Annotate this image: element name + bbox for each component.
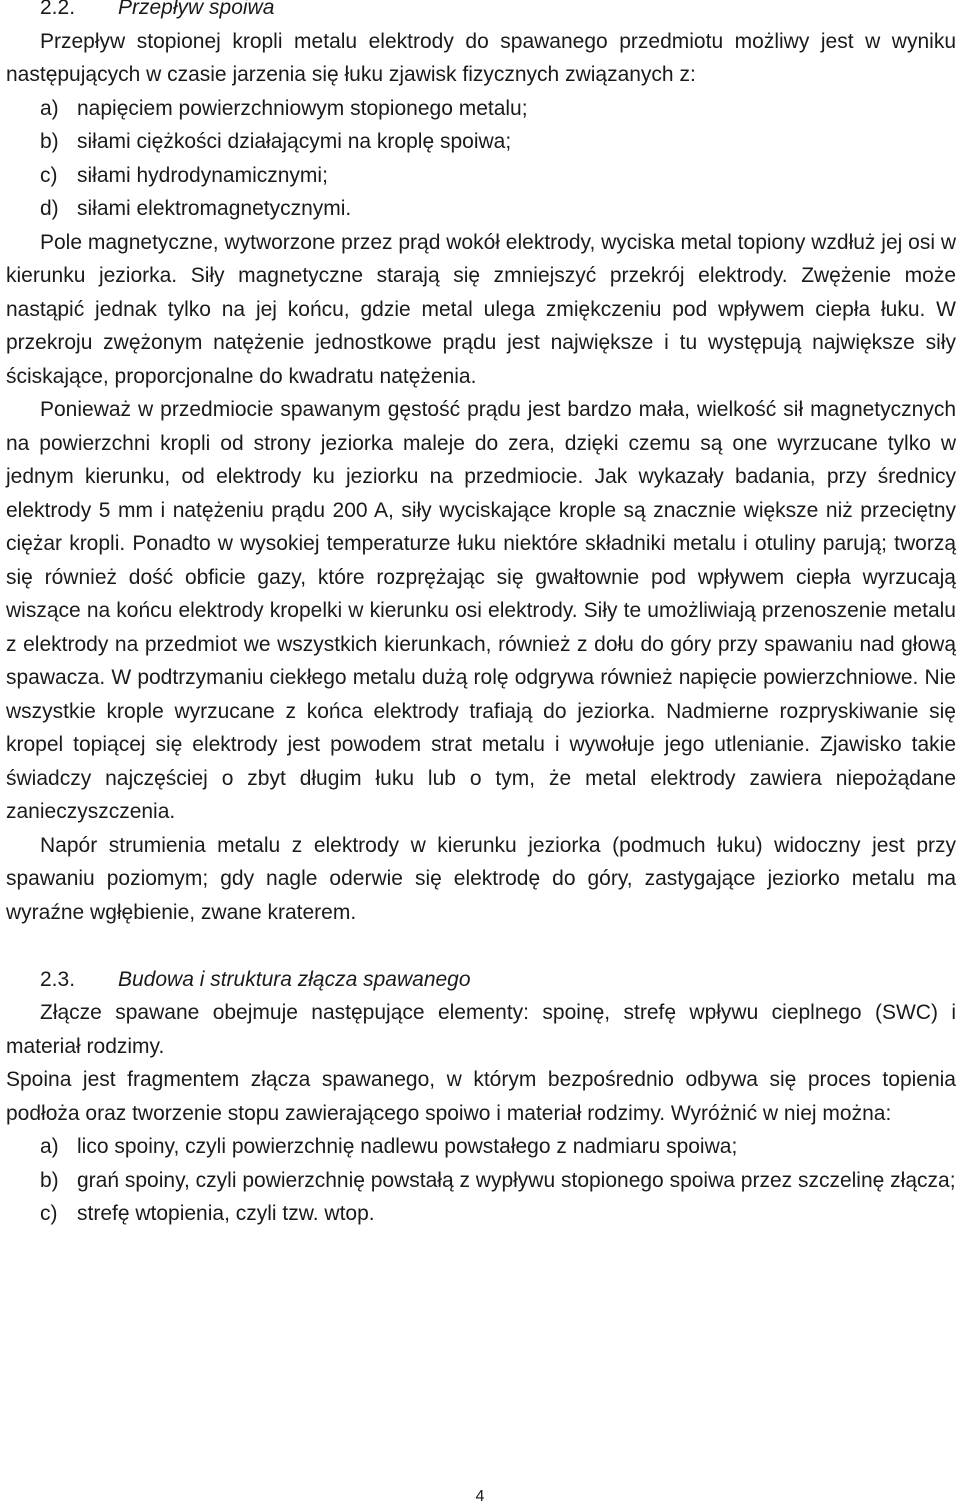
page-content xyxy=(6,0,956,1231)
section-title: Budowa i struktura złącza spawanego xyxy=(118,967,471,991)
weld-elements-list xyxy=(6,1130,956,1231)
body-paragraph: Złącze spawane obejmuje następujące elementy: spoinę, strefę wpływu cieplnego (SWC) i materiał rodzimy. xyxy=(6,1001,956,1058)
list-marker: c) xyxy=(40,1202,58,1225)
list-item xyxy=(6,1197,956,1231)
list-item xyxy=(6,1130,956,1164)
section-title: Przepływ spoiwa xyxy=(118,0,275,19)
phenomena-list xyxy=(6,92,956,226)
list-item-text: siłami elektromagnetycznymi. xyxy=(77,197,352,220)
section-number: 2.2. xyxy=(40,0,76,19)
list-item-text: siłami hydrodynamicznymi; xyxy=(77,163,328,187)
section-number: 2.3. xyxy=(40,967,76,991)
list-item xyxy=(6,1164,956,1198)
list-item xyxy=(6,125,956,159)
list-marker: d) xyxy=(40,197,59,220)
section-intro-paragraph: Przepływ stopionej kropli metalu elektrody do spawanego przedmiotu możliwy jest w wyniku następujących w czasie jarzenia się łuku zjawisk fizycznych związanych z: xyxy=(6,29,956,86)
list-marker: b) xyxy=(40,1168,59,1192)
section-spacer xyxy=(6,929,956,963)
body-paragraph: Ponieważ w przedmiocie spawanym gęstość prądu jest bardzo mała, wielkość sił magnetycznych na powierzchni kropli od strony jeziorka maleje do zera, dzięki czemu są one wyrzucane tylko w jednym kierunku, od elektrody ku jeziorku na przedmiocie. Jak wykazały badania, przy średnicy elektrody 5 mm i natężeniu prądu 200 A, siły wyciskające krople są znacznie większe niż przeciętny ciężar kropli. Ponadto w wysokiej temperaturze łuku niektóre składniki metalu i otuliny parują; tworzą się również dość obficie gazy, które rozprężając się gwałtownie pod wpływem ciepła wyrzucają wiszące na końcu elektrody kropelki w kierunku osi elektrody. Siły te umożliwiają przenoszenie metalu z elektrody na przedmiot we wszystkich kierunkach, również z dołu do góry przy spawaniu nad głową spawacza. W podtrzymaniu ciekłego metalu dużą rolę odgrywa również napięcie powierzchniowe. Nie wszystkie krople wyrzucane z końca elektrody trafiają do jeziorka. Nadmierne rozpryskiwanie się kropel topiącej się elektrody jest powodem strat metalu i wywołuje jego utlenianie. Zjawisko takie świadczy najczęściej o zbyt długim łuku lub o tym, że metal elektrody zawiera niepożądane zanieczyszczenia. xyxy=(6,398,956,823)
list-item-text: strefę wtopienia, czyli tzw. wtop. xyxy=(77,1202,375,1225)
list-marker: a) xyxy=(40,96,59,120)
list-item-text: siłami ciężkości działającymi na kroplę spoiwa; xyxy=(77,130,512,153)
list-item-text: lico spoiny, czyli powierzchnię nadlewu powstałego z nadmiaru spoiwa; xyxy=(77,1135,738,1158)
list-item-text: grań spoiny, czyli powierzchnię powstałą z wypływu stopionego spoiwa przez szczelinę złącza; xyxy=(77,1168,956,1192)
list-marker: b) xyxy=(40,130,59,153)
section-heading-2-2 xyxy=(6,0,956,25)
list-item xyxy=(6,92,956,126)
list-item xyxy=(6,159,956,193)
section-heading-2-3 xyxy=(6,963,956,997)
list-marker: a) xyxy=(40,1135,59,1158)
body-paragraph: Spoina jest fragmentem złącza spawanego, w którym bezpośrednio odbywa się proces topienia podłoża oraz tworzenie stopu zawierającego spoiwo i materiał rodzimy. Wyróżnić w niej można: xyxy=(6,1068,956,1125)
list-item xyxy=(6,192,956,226)
list-item-text: napięciem powierzchniowym stopionego metalu; xyxy=(77,96,528,120)
body-paragraph: Pole magnetyczne, wytworzone przez prąd wokół elektrody, wyciska metal topiony wzdłuż jej osi w kierunku jeziorka. Siły magnetyczne starają się zmniejszyć przekrój elektrody. Zwężenie może nastąpić jednak tylko na jej końcu, gdzie metal ulega zmiękczeniu pod wpływem ciepła łuku. W przekroju zwężonym natężenie jednostkowe prądu jest największe i tu występują największe siły ściskające, proporcjonalne do kwadratu natężenia. xyxy=(6,230,956,388)
page-number: 4 xyxy=(475,1488,485,1505)
body-paragraph: Napór strumienia metalu z elektrody w kierunku jeziorka (podmuch łuku) widoczny jest przy spawaniu poziomym; gdy nagle oderwie się elektrodę do góry, zastygające jeziorko metalu ma wyraźne wgłębienie, zwane kraterem. xyxy=(6,833,956,924)
list-marker: c) xyxy=(40,163,58,187)
